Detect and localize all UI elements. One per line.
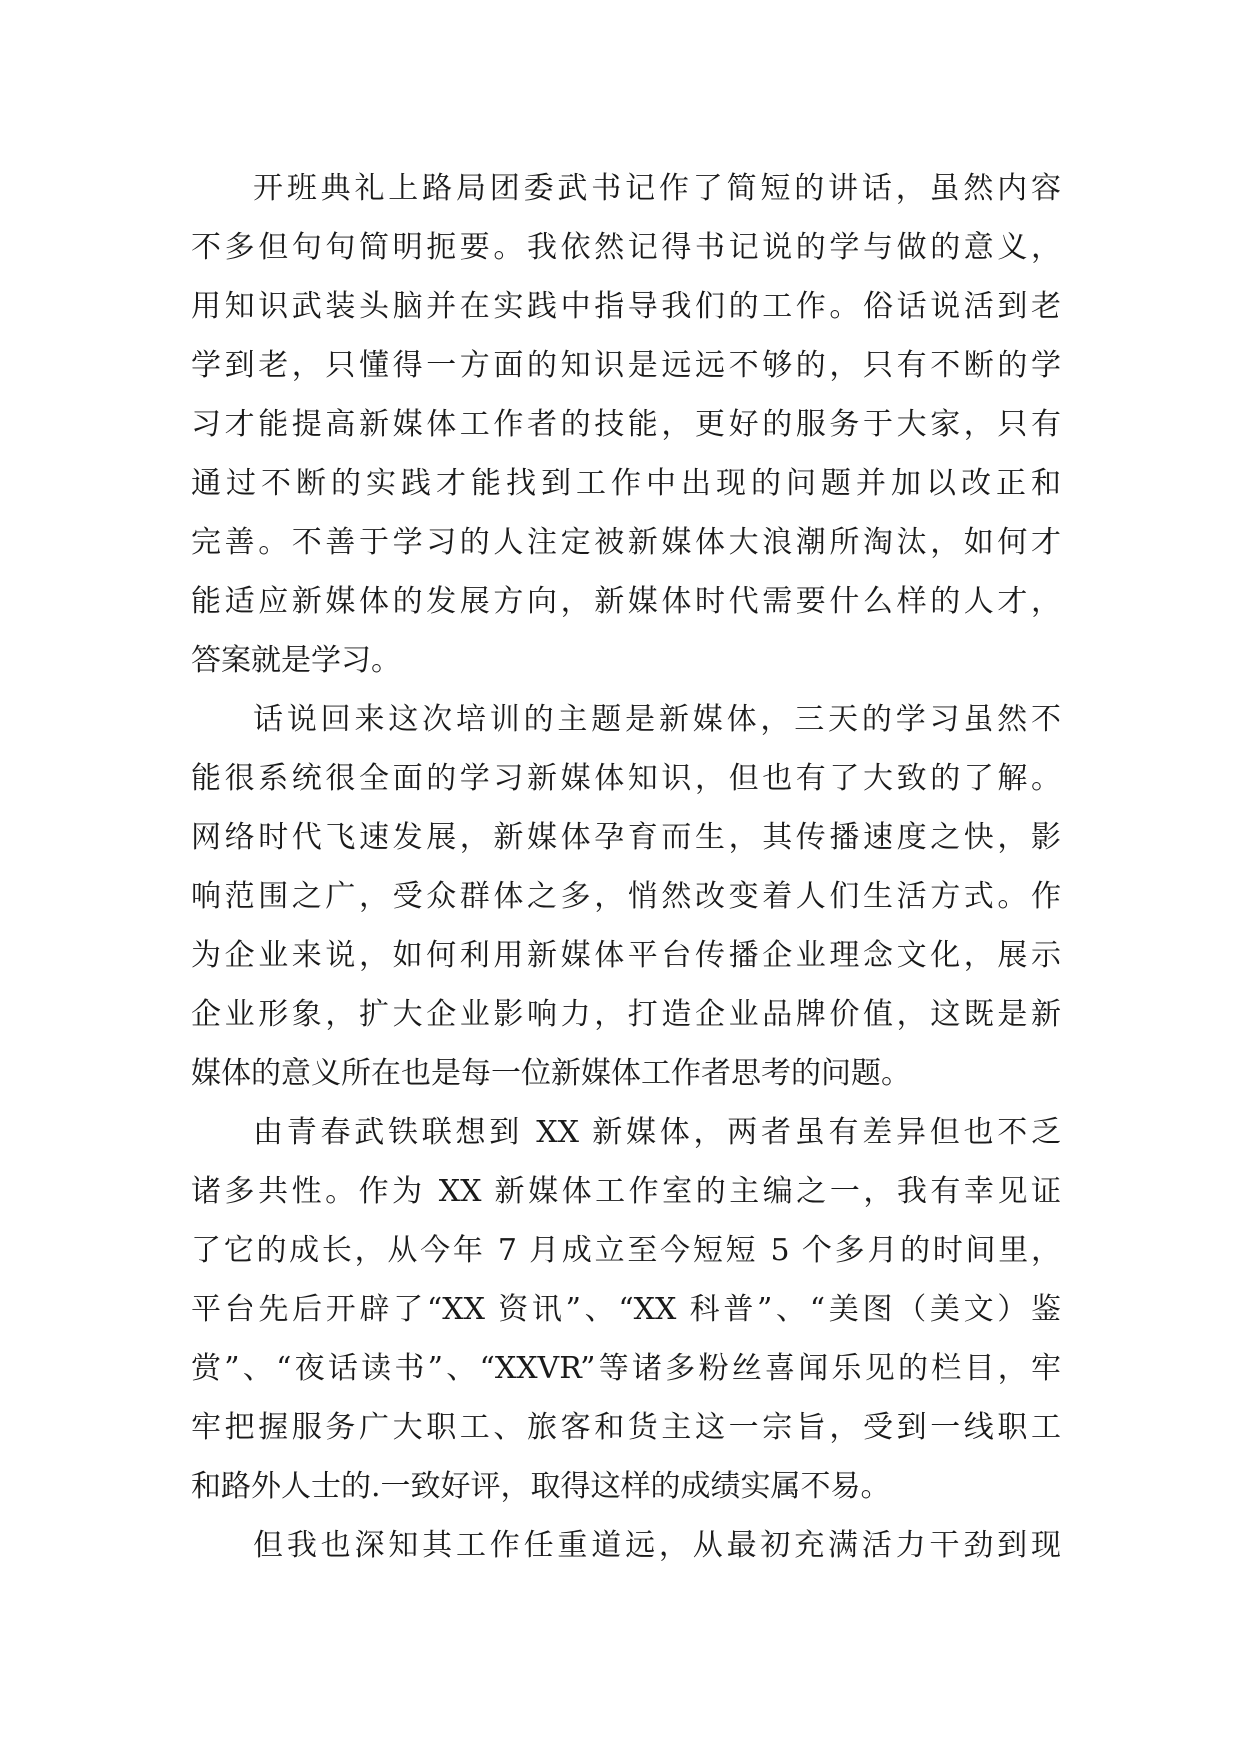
text-line: 学到老，只懂得一方面的知识是远远不够的，只有不断的学 <box>191 348 1061 383</box>
text-line: 企业形象，扩大企业影响力，打造企业品牌价值，这既是新 <box>191 997 1061 1032</box>
text-line: 但我也深知其工作任重道远，从最初充满活力干劲到现 <box>253 1528 1061 1563</box>
text-line: 媒体的意义所在也是每一位新媒体工作者思考的问题。 <box>191 1056 911 1091</box>
text-line: 由青春武铁联想到 XX 新媒体，两者虽有差异但也不乏 <box>253 1115 1061 1150</box>
text-line: 了它的成长，从今年 7 月成立至今短短 5 个多月的时间里， <box>191 1233 1061 1268</box>
text-line: 不多但句句简明扼要。我依然记得书记说的学与做的意义， <box>191 230 1061 265</box>
text-line: 牢把握服务广大职工、旅客和货主这一宗旨，受到一线职工 <box>191 1410 1061 1445</box>
text-line: 用知识武装头脑并在实践中指导我们的工作。俗话说活到老 <box>191 289 1061 324</box>
text-line: 和路外人士的.一致好评，取得这样的成绩实属不易。 <box>191 1469 891 1504</box>
text-line: 话说回来这次培训的主题是新媒体，三天的学习虽然不 <box>253 702 1061 737</box>
text-line: 通过不断的实践才能找到工作中出现的问题并加以改正和 <box>191 466 1061 501</box>
document-body <box>191 159 1061 1575</box>
text-line: 平台先后开辟了“XX 资讯”、“XX 科普”、“美图（美文）鉴 <box>191 1292 1061 1327</box>
text-line: 习才能提高新媒体工作者的技能，更好的服务于大家，只有 <box>191 407 1061 442</box>
text-line: 能很系统很全面的学习新媒体知识，但也有了大致的了解。 <box>191 761 1061 796</box>
text-line: 响范围之广，受众群体之多，悄然改变着人们生活方式。作 <box>191 879 1061 914</box>
text-line: 能适应新媒体的发展方向，新媒体时代需要什么样的人才， <box>191 584 1061 619</box>
text-line: 为企业来说，如何利用新媒体平台传播企业理念文化，展示 <box>191 938 1061 973</box>
text-line: 诸多共性。作为 XX 新媒体工作室的主编之一，我有幸见证 <box>191 1174 1061 1209</box>
text-line: 开班典礼上路局团委武书记作了简短的讲话，虽然内容 <box>253 171 1061 206</box>
text-line: 网络时代飞速发展，新媒体孕育而生，其传播速度之快，影 <box>191 820 1061 855</box>
text-line: 赏”、“夜话读书”、“XXVR”等诸多粉丝喜闻乐见的栏目，牢 <box>191 1351 1061 1386</box>
text-line: 答案就是学习。 <box>191 643 401 678</box>
text-line: 完善。不善于学习的人注定被新媒体大浪潮所淘汰，如何才 <box>191 525 1061 560</box>
